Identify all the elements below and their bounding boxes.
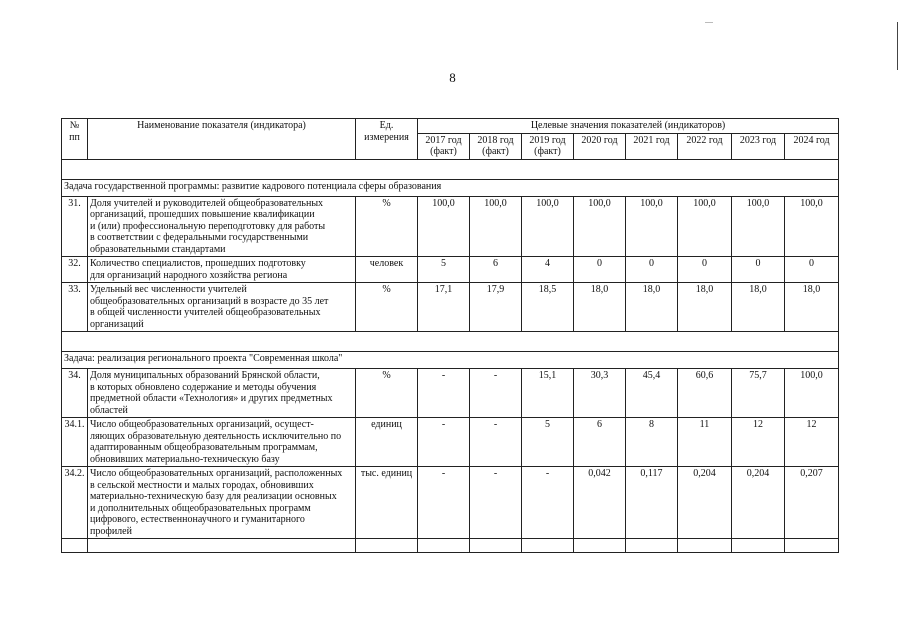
row-name: Количество специалистов, прошедших подготовку для организаций народного хозяйства региона: [88, 257, 356, 283]
row-value: 75,7: [732, 369, 785, 418]
row-value: 18,0: [785, 283, 839, 332]
row-num: 34.1.: [62, 418, 88, 467]
row-value: 100,0: [732, 196, 785, 257]
header-year: 2018 год (факт): [470, 133, 522, 159]
header-name: Наименование показателя (индикатора): [88, 119, 356, 160]
row-value: 100,0: [574, 196, 626, 257]
table-row: [62, 418, 839, 467]
row-value: -: [418, 418, 470, 467]
row-value: -: [418, 369, 470, 418]
row-unit: единиц: [356, 418, 418, 467]
header-year: 2017 год (факт): [418, 133, 470, 159]
row-value: 100,0: [678, 196, 732, 257]
header-year: 2023 год: [732, 133, 785, 159]
row-value: 8: [626, 418, 678, 467]
row-value: 0: [732, 257, 785, 283]
row-name: Доля учителей и руководителей общеобразовательных организаций, прошедших повышение квалификации и (или) профессиональную переподготовку для работы в соответствии с федеральными государственными образовательными стандартами: [88, 196, 356, 257]
row-unit: %: [356, 196, 418, 257]
row-value: -: [470, 418, 522, 467]
row-value: 18,5: [522, 283, 574, 332]
row-value: 5: [418, 257, 470, 283]
row-value: 18,0: [626, 283, 678, 332]
section-title: Задача: реализация регионального проекта "Современная школа": [62, 352, 839, 369]
row-value: 100,0: [470, 196, 522, 257]
edge-tick: [705, 22, 713, 23]
row-value: 100,0: [785, 369, 839, 418]
row-value: 18,0: [574, 283, 626, 332]
header-targets: Целевые значения показателей (индикаторов): [418, 119, 839, 134]
edge-line: [897, 22, 898, 70]
blank-cell: [418, 539, 470, 553]
row-value: 4: [522, 257, 574, 283]
blank-cell: [678, 539, 732, 553]
row-value: 0,204: [678, 467, 732, 539]
row-value: 30,3: [574, 369, 626, 418]
row-value: 17,1: [418, 283, 470, 332]
row-name: Число общеобразовательных организаций, осущест- ляющих образовательную деятельность исключительно по адаптированным общеобразовательным программам, обновивших материально-техническую базу: [88, 418, 356, 467]
row-value: 0,204: [732, 467, 785, 539]
row-value: -: [470, 467, 522, 539]
header-year: 2021 год: [626, 133, 678, 159]
row-value: 6: [470, 257, 522, 283]
page-number: 8: [449, 70, 456, 85]
blank-cell: [626, 539, 678, 553]
row-value: 18,0: [678, 283, 732, 332]
table-row: [62, 369, 839, 418]
indicators-table: [61, 118, 839, 553]
row-value: 17,9: [470, 283, 522, 332]
row-unit: %: [356, 283, 418, 332]
row-num: 34.: [62, 369, 88, 418]
row-value: 0: [574, 257, 626, 283]
row-value: 18,0: [732, 283, 785, 332]
spacer-row: [62, 159, 839, 179]
row-unit: тыс. единиц: [356, 467, 418, 539]
row-unit: человек: [356, 257, 418, 283]
blank-cell: [732, 539, 785, 553]
row-value: 0,117: [626, 467, 678, 539]
blank-cell: [62, 539, 88, 553]
table-row: [62, 257, 839, 283]
header-year: 2020 год: [574, 133, 626, 159]
blank-cell: [88, 539, 356, 553]
row-name: Число общеобразовательных организаций, расположенных в сельской местности и малых городах, обновивших материально-техническую базу для реализации основных и дополнительных общеобразовательных программ цифрового, естественнонаучного и гуманитарного профилей: [88, 467, 356, 539]
row-value: 0: [626, 257, 678, 283]
blank-cell: [522, 539, 574, 553]
row-value: 100,0: [418, 196, 470, 257]
row-value: 100,0: [626, 196, 678, 257]
row-value: -: [470, 369, 522, 418]
header-year: 2024 год: [785, 133, 839, 159]
row-value: 11: [678, 418, 732, 467]
header-num: № пп: [62, 119, 88, 160]
blank-cell: [470, 539, 522, 553]
table-row: [62, 467, 839, 539]
row-value: 100,0: [522, 196, 574, 257]
row-value: 5: [522, 418, 574, 467]
blank-cell: [574, 539, 626, 553]
row-name: Удельный вес численности учителей общеобразовательных организаций в возрасте до 35 лет в общей численности учителей общеобразовательных организаций: [88, 283, 356, 332]
row-num: 33.: [62, 283, 88, 332]
row-value: 0: [678, 257, 732, 283]
header-year: 2022 год: [678, 133, 732, 159]
row-num: 32.: [62, 257, 88, 283]
row-value: -: [522, 467, 574, 539]
row-num: 31.: [62, 196, 88, 257]
row-value: -: [418, 467, 470, 539]
row-value: 0,042: [574, 467, 626, 539]
spacer-row: [62, 332, 839, 352]
table-row: [62, 196, 839, 257]
row-value: 15,1: [522, 369, 574, 418]
row-value: 45,4: [626, 369, 678, 418]
section-title: Задача государственной программы: развитие кадрового потенциала сферы образования: [62, 179, 839, 196]
row-value: 100,0: [785, 196, 839, 257]
row-value: 6: [574, 418, 626, 467]
row-name: Доля муниципальных образований Брянской области, в которых обновлено содержание и методы обучения предметной области «Технология» и других предметных областей: [88, 369, 356, 418]
row-value: 0,207: [785, 467, 839, 539]
row-value: 12: [732, 418, 785, 467]
row-num: 34.2.: [62, 467, 88, 539]
row-value: 12: [785, 418, 839, 467]
row-value: 60,6: [678, 369, 732, 418]
blank-cell: [785, 539, 839, 553]
row-value: 0: [785, 257, 839, 283]
blank-cell: [356, 539, 418, 553]
table-row: [62, 283, 839, 332]
header-unit: Ед. измерения: [356, 119, 418, 160]
header-year: 2019 год (факт): [522, 133, 574, 159]
row-unit: %: [356, 369, 418, 418]
